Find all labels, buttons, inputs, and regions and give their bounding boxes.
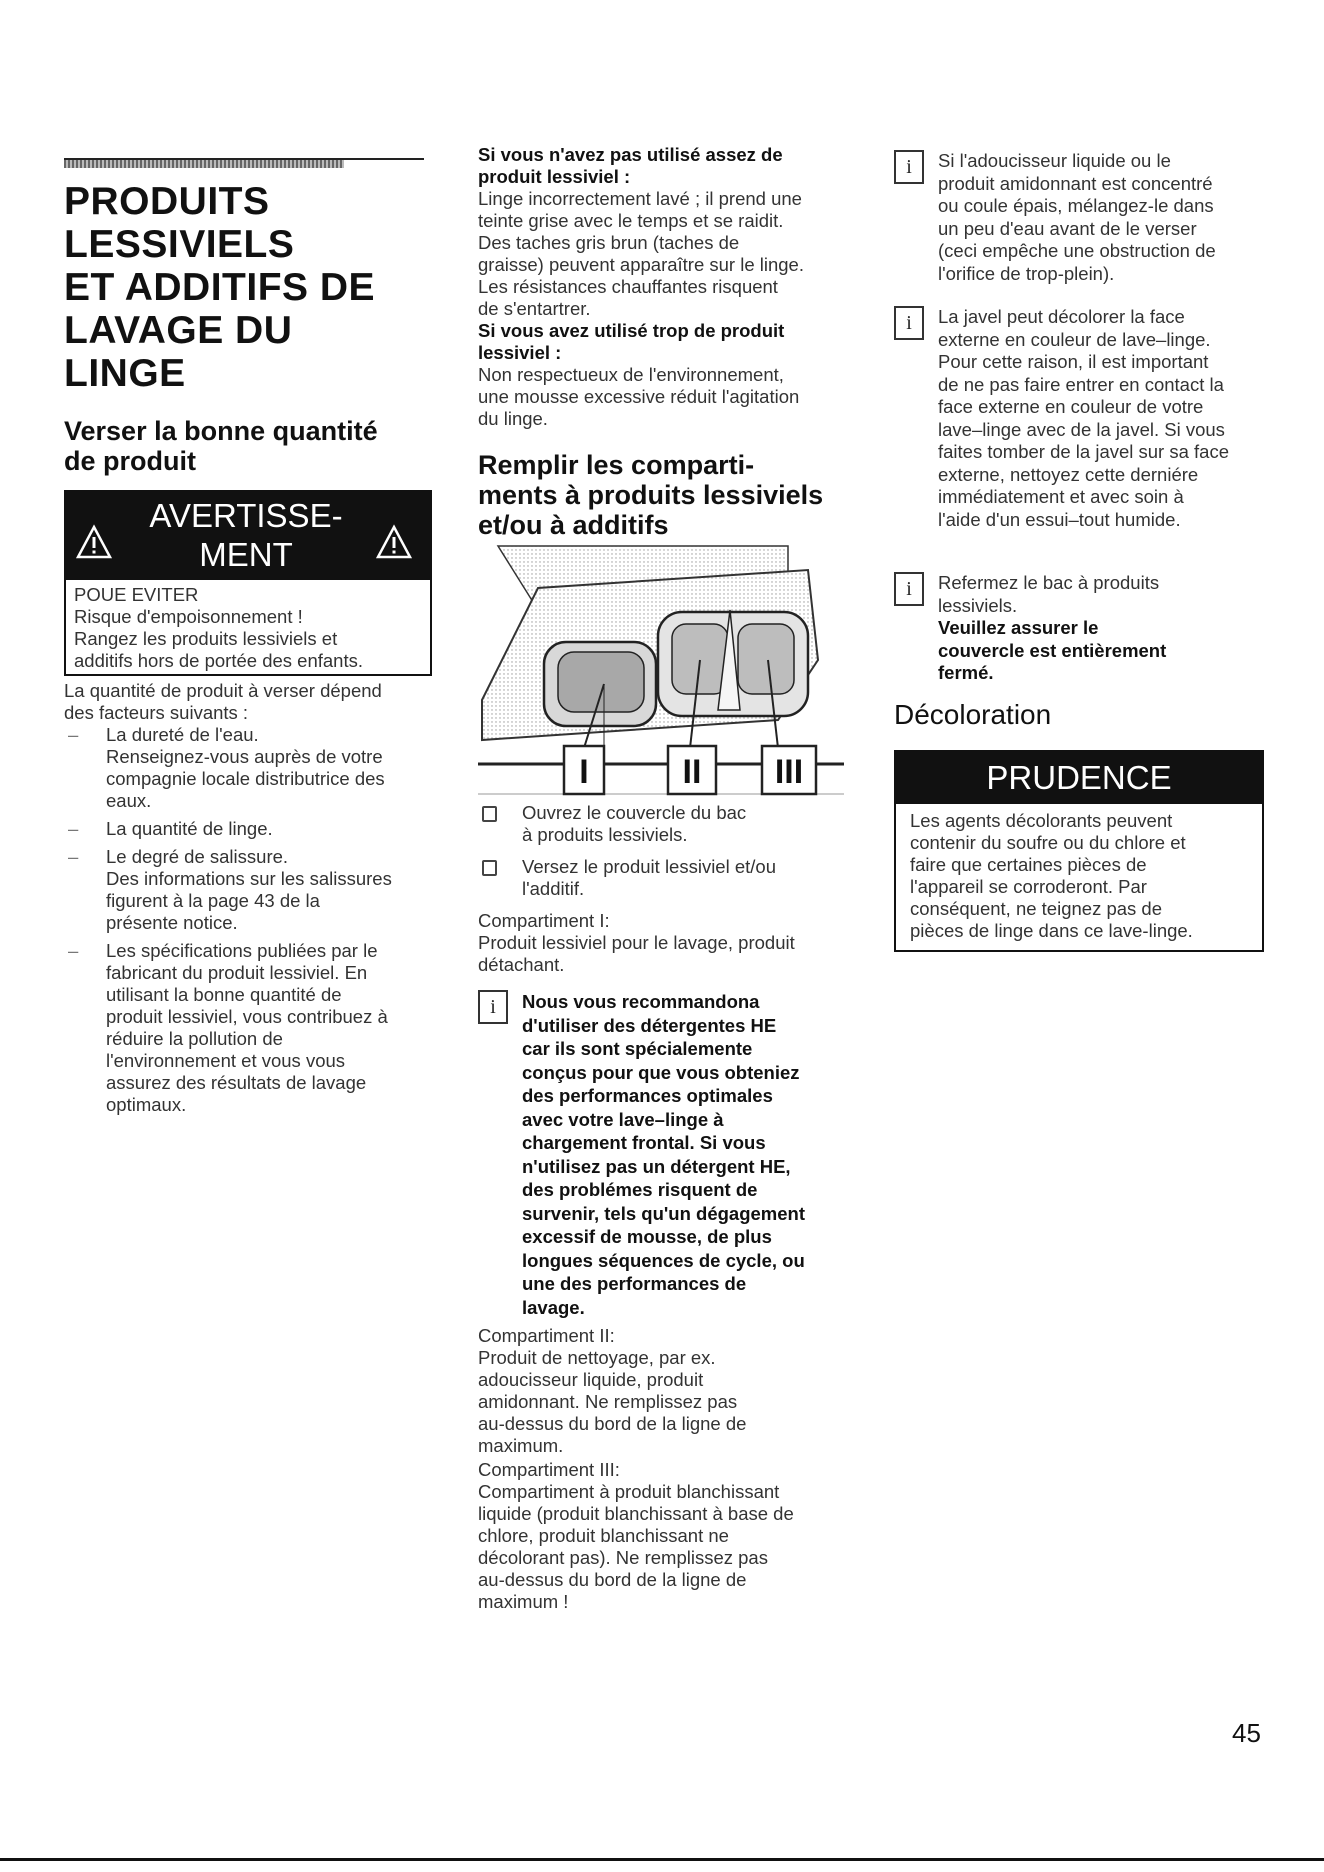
warning-title-line: AVERTISSE- (149, 497, 343, 534)
title-line: ET ADDITIFS DE (64, 266, 376, 309)
softener-note (894, 150, 1308, 285)
factors-intro (64, 680, 426, 724)
section-heading-compartments (478, 450, 858, 540)
list-item: – La quantité de linge. (68, 818, 273, 839)
warning-box (64, 490, 432, 676)
info-icon: i (478, 990, 508, 1024)
list-item: – Les spécifications publiées par le fabricant du produit lessiviel. En utilisant la bonne quantité de produit lessiviel, vous contribuez à réduire la pollution de l'environnement et vous vous assurez des résultats de lavage optimaux. (68, 940, 388, 1115)
compartment-1-text: Compartiment I: Produit lessiviel pour le lavage, produit détachant. (478, 910, 795, 975)
warning-line: Risque d'empoisonnement ! (74, 606, 303, 627)
heading-line: Verser la bonne quantité (64, 416, 378, 446)
warning-triangle-icon (76, 524, 112, 560)
intro-line: des facteurs suivants : (64, 702, 249, 723)
title-line: LESSIVIELS (64, 223, 295, 266)
dosage-notes (478, 144, 846, 430)
caution-box (894, 750, 1264, 952)
list-item: Versez le produit lessiviel et/ou l'additif. (478, 856, 846, 900)
list-item: – La dureté de l'eau. Renseignez-vous auprès de votre compagnie locale distributrice des eaux. (68, 724, 385, 811)
heading-line: de produit (64, 446, 196, 476)
bleach-note (894, 306, 1308, 531)
fill-instructions (478, 802, 846, 1613)
he-detergent-text: Nous vous recommandona d'utiliser des détergentes HE car ils sont spécialemente conçus pour que vous obteniez des performances optimales avec votre lave–linge à chargement frontal. Si vous n'utilisez pas un détergent HE, des problémes risquent de survenir, tels qu'un dégagement excessif de mousse, de plus longues séquences de cycle, ou une des performances de lavage. (522, 991, 805, 1318)
detergent-drawer-illustration (478, 540, 844, 796)
caution-body: Les agents décolorants peuvent contenir du soufre ou du chlore et faire que certaines pièces de l'appareil se corroderont. Par conséquent, ne teignez pas de pièces de linge dans ce lave-linge. (910, 810, 1193, 941)
title-line: PRODUITS (64, 180, 270, 223)
compartment-label-1: I (579, 753, 589, 791)
caution-title: PRUDENCE (896, 752, 1262, 804)
close-drawer-note (894, 572, 1308, 685)
title-line: LINGE (64, 352, 186, 395)
list-item: – Le degré de salissure. Des informations sur les salissures figurent à la page 43 de la présente notice. (68, 846, 392, 933)
info-icon: i (894, 572, 924, 606)
page-number: 45 (1232, 1718, 1261, 1748)
page-title (64, 180, 426, 395)
checkbox-icon (482, 860, 497, 876)
bottom-rule (0, 1858, 1324, 1861)
warning-triangle-icon (376, 524, 412, 560)
heading-line: Remplir les comparti- (478, 450, 755, 480)
title-rule-shading (64, 160, 344, 168)
factors-list (64, 724, 426, 1116)
factors-section (64, 680, 426, 1116)
too-much-heading: Si vous avez utilisé trop de produit lessiviel : (478, 320, 785, 363)
close-drawer-text: Refermez le bac à produits lessiviels. Veuillez assurer le couvercle est entièrement fermé. (938, 572, 1167, 683)
section-heading-quantity (64, 416, 378, 476)
too-much-body: Non respectueux de l'environnement, une mousse excessive réduit l'agitation du linge. (478, 364, 800, 429)
warning-title (146, 496, 346, 574)
warning-line: Rangez les produits lessiviels et (74, 628, 338, 649)
warning-header (66, 492, 430, 580)
warning-title-line: MENT (199, 536, 293, 573)
checkbox-icon (482, 806, 497, 822)
compartment-label-3: III (774, 753, 804, 791)
info-icon: i (894, 306, 924, 340)
bleach-text: La javel peut décolorer la face externe en couleur de lave–linge. Pour cette raison, il est important de ne pas faire entrer en contact la face externe en couleur de votre lave–linge avec de la javel. Si vous faites tomber de la javel sur sa face externe, nettoyez cette derniére immédiatement et avec soin à l'aide d'un essui–tout humide. (938, 306, 1230, 530)
compartment-2-text: Compartiment II: Produit de nettoyage, par ex. adoucisseur liquide, produit amidonnant. Ne remplissez pas au-dessus du bord de la ligne de maximum. (478, 1325, 747, 1456)
heading-line: et/ou à additifs (478, 510, 669, 540)
list-item: Ouvrez le couvercle du bac à produits lessiviels. (478, 802, 846, 846)
warning-body (66, 580, 430, 674)
intro-line: La quantité de produit à verser dépend (64, 680, 382, 701)
compartment-3-text: Compartiment III: Compartiment à produit blanchissant liquide (produit blanchissant à base de chlore, produit blanchissant ne décolorant pas). Ne remplissez pas au-dessus du bord de la ligne de maximum ! (478, 1459, 794, 1612)
softener-text: Si l'adoucisseur liquide ou le produit amidonnant est concentré ou coule épais, mélangez-le dans un peu d'eau avant de le verser (ceci empêche une obstruction de l'orifice de trop-plein). (938, 150, 1216, 284)
not-enough-body: Linge incorrectement lavé ; il prend une teinte grise avec le temps et se raidit. Des taches gris brun (taches de graisse) peuvent apparaître sur le linge. Les résistances chauffantes risquent de s'entartrer. (478, 188, 804, 319)
info-icon: i (894, 150, 924, 184)
steps-list (478, 802, 846, 900)
warning-line: additifs hors de portée des enfants. (74, 650, 363, 671)
compartment-label-2: II (682, 753, 702, 791)
title-line: LAVAGE DU (64, 309, 293, 352)
heading-line: ments à produits lessiviels (478, 480, 824, 510)
not-enough-heading: Si vous n'avez pas utilisé assez de produit lessiviel : (478, 144, 783, 187)
warning-line: POUE EVITER (74, 584, 199, 605)
section-heading-decoloration: Décoloration (894, 699, 1052, 730)
he-detergent-note (478, 990, 846, 1319)
